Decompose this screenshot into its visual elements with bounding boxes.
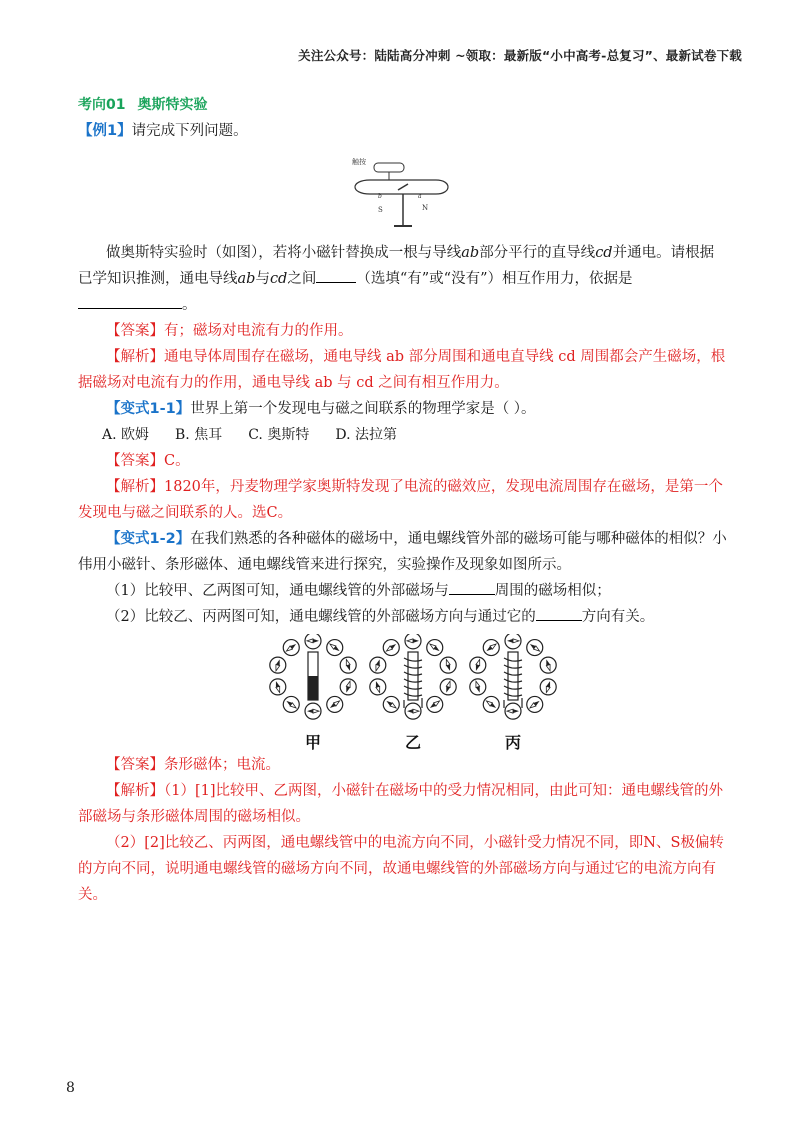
analysis-tag: 【解析】 — [106, 349, 164, 365]
compass — [340, 657, 356, 673]
bar-magnet — [308, 652, 318, 700]
q-cd: cd — [269, 271, 288, 287]
compass — [370, 657, 386, 673]
compass-needle — [398, 184, 408, 190]
label-s: S — [378, 206, 383, 214]
compass — [505, 703, 521, 719]
variant-1-1-answer — [106, 448, 728, 474]
variant-1-2-analysis-1 — [78, 778, 728, 830]
section-number: 考向01 — [78, 97, 126, 113]
compass — [440, 657, 456, 673]
analysis-tag: 【解析】 — [106, 783, 164, 799]
compass — [283, 640, 299, 656]
compass — [327, 696, 343, 712]
compass — [470, 679, 486, 695]
example-tag: 【例1】 — [78, 123, 132, 139]
compass-group — [470, 634, 556, 752]
choice-c[interactable]: C. 奥斯特 — [248, 427, 310, 443]
variant-1-2-analysis-2 — [78, 830, 728, 908]
compass — [340, 679, 356, 695]
variant-tag: 【变式1-1】 — [106, 401, 191, 417]
q-ab: ab — [461, 245, 480, 261]
q-ab: ab — [237, 271, 256, 287]
compass — [370, 679, 386, 695]
magnet-compass-figure — [268, 634, 558, 752]
q-text: 方向有关。 — [581, 609, 655, 625]
compass — [440, 679, 456, 695]
label-a: a — [418, 193, 422, 200]
variant-tag: 【变式1-2】 — [106, 531, 191, 547]
answer-blank[interactable] — [536, 606, 582, 621]
variant-1-2-answer — [106, 752, 728, 778]
choice-a[interactable]: A. 欧姆 — [102, 427, 150, 443]
compass — [527, 696, 543, 712]
answer-tag: 【答案】 — [106, 453, 164, 469]
example-1-question — [78, 240, 728, 318]
compass — [540, 657, 556, 673]
compass — [283, 696, 299, 712]
compass — [405, 703, 421, 719]
variant-1-1-question — [106, 396, 728, 422]
compass — [405, 634, 421, 649]
analysis-text: （1）[1]比较甲、乙两图，小磁针在磁场中的受力情况相同，由此可知：通电螺线管的外部磁场与条形磁体周围的磁场相似。 — [78, 783, 724, 825]
figure-label: 乙 — [404, 733, 422, 752]
analysis-text: 1820年，丹麦物理学家奥斯特发现了电流的磁效应，发现电流周围存在磁场，是第一个发现电与磁之间联系的人。选C。 — [78, 479, 723, 521]
solenoid — [404, 652, 422, 708]
answer-tag: 【答案】 — [106, 323, 164, 339]
compass — [270, 679, 286, 695]
choice-d[interactable]: D. 法拉第 — [335, 427, 397, 443]
example-1-analysis — [78, 344, 728, 396]
answer-text: 条形磁体；电流。 — [164, 757, 280, 773]
q-text: （2）比较乙、丙两图可知，通电螺线管的外部磁场方向与通过它的 — [106, 609, 536, 625]
compass — [483, 696, 499, 712]
page-header: 关注公众号：陆陆高分冲刺 ~领取：最新版“小中高考-总复习”、最新试卷下载 — [298, 48, 742, 63]
compass — [470, 657, 486, 673]
compass — [427, 696, 443, 712]
answer-blank[interactable] — [449, 580, 495, 595]
analysis-tag: 【解析】 — [106, 479, 164, 495]
answer-blank[interactable] — [316, 268, 356, 283]
compass-group — [370, 634, 456, 752]
compass-group — [270, 634, 356, 752]
page-number: 8 — [66, 1080, 75, 1096]
answer-text: C。 — [164, 453, 190, 469]
choice-b[interactable]: B. 焦耳 — [175, 427, 223, 443]
question-text: 世界上第一个发现电与磁之间联系的物理学家是（ ）。 — [190, 401, 536, 417]
content — [78, 92, 728, 908]
q-text: （选填“有”或“没有”）相互作用力，依据是 — [356, 271, 633, 287]
variant-1-2-part-1 — [106, 578, 728, 604]
example-prompt-text: 请完成下列问题。 — [131, 123, 248, 139]
q-text: 之间 — [287, 271, 317, 287]
compass — [483, 640, 499, 656]
q-text: 做奥斯特实验时（如图），若将小磁针替换成一根与导线 — [106, 245, 462, 261]
q-text: 部分平行的直导线 — [479, 245, 596, 261]
q-text: （1）比较甲、乙两图可知，通电螺线管的外部磁场与 — [106, 583, 449, 599]
q-text: 并通电。请根据已学知识推测，通电导线 — [78, 245, 715, 287]
analysis-text: （2）[2]比较乙、丙两图，通电螺线管中的电流方向不同，小磁针受力情况不同，即N、S极偏转的方向不同，说明通电螺线管的磁场方向不同，故通电螺线管的外部磁场方向与通过它的电流方向有关。 — [78, 835, 724, 903]
solenoid — [504, 652, 522, 708]
q-text: 与 — [255, 271, 270, 287]
compass — [505, 634, 521, 649]
q-cd: cd — [595, 245, 613, 261]
compass — [427, 640, 443, 656]
section-heading — [78, 92, 728, 118]
compass — [383, 640, 399, 656]
compass — [383, 696, 399, 712]
figure-label: 丙 — [504, 733, 522, 752]
variant-1-1-choices — [102, 422, 728, 448]
example-1-answer — [106, 318, 728, 344]
compass — [327, 640, 343, 656]
question-text: 在我们熟悉的各种磁体的磁场中，通电螺线管外部的磁场可能与哪种磁体的相似？小伟用小磁针、条形磁体、通电螺线管来进行探究，实验操作及现象如图所示。 — [78, 531, 727, 573]
variant-1-1-analysis — [78, 474, 728, 526]
oersted-experiment-figure — [348, 150, 458, 236]
label-b: b — [378, 193, 382, 200]
switch-label: 触按 — [352, 158, 366, 166]
answer-tag: 【答案】 — [106, 757, 164, 773]
label-n: N — [422, 204, 429, 212]
section-title: 奥斯特实验 — [137, 97, 208, 113]
analysis-text: 通电导体周围存在磁场，通电导线 ab 部分周围和通电直导线 cd 周围都会产生磁场，根据磁场对电流有力的作用，通电导线 ab 与 cd 之间有相互作用力。 — [78, 349, 726, 391]
variant-1-2-question — [78, 526, 728, 578]
answer-blank[interactable] — [78, 294, 182, 309]
variant-1-2-part-2 — [106, 604, 728, 630]
compass — [305, 634, 321, 649]
q-text: 。 — [182, 297, 197, 313]
figure-label: 甲 — [304, 733, 322, 752]
q-text: 周围的磁场相似； — [494, 583, 611, 599]
compass — [270, 657, 286, 673]
example-1-prompt — [78, 118, 728, 144]
answer-text: 有；磁场对电流有力的作用。 — [164, 323, 353, 339]
compass — [540, 679, 556, 695]
compass — [527, 640, 543, 656]
compass — [305, 703, 321, 719]
